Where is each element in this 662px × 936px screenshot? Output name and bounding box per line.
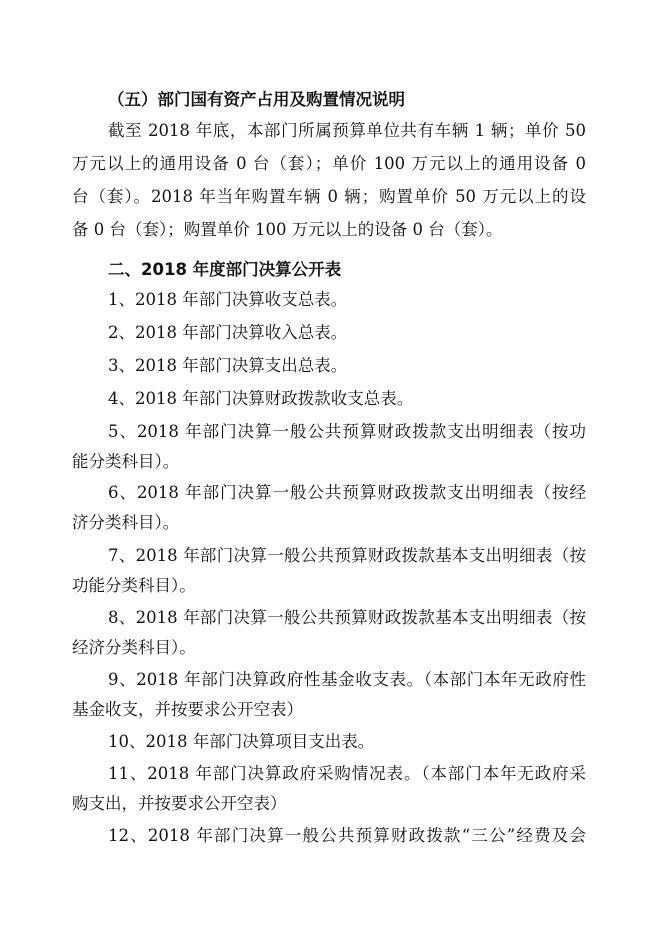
list-item-12-line-1: 12、2018 年部门决算一般公共预算财政拨款“三公”经费及会: [108, 826, 586, 845]
list-item-2: 2、2018 年部门决算收入总表。: [108, 323, 348, 342]
asset-paragraph-line-4: 备 0 台（套）；购置单价 100 万元以上的设备 0 台（套）。: [72, 220, 503, 239]
list-item-9-line-1: 9、2018 年部门决算政府性基金收支表。（本部门本年无政府性: [108, 670, 586, 689]
list-item-4: 4、2018 年部门决算财政拨款收支总表。: [108, 389, 414, 408]
list-item-11-line-2: 购支出，并按要求公开空表）: [72, 794, 287, 813]
list-item-6-line-1: 6、2018 年部门决算一般公共预算财政拨款支出明细表（按经: [108, 483, 586, 502]
list-item-6-line-2: 济分类科目）。: [72, 513, 180, 532]
list-item-7-line-2: 功能分类科目）。: [72, 576, 196, 595]
list-item-3: 3、2018 年部门决算支出总表。: [108, 356, 348, 375]
list-item-9-line-2: 基金收支，并按要求公开空表）: [72, 700, 303, 719]
list-item-11-line-1: 11、2018 年部门决算政府采购情况表。（本部门本年无政府采: [108, 764, 586, 783]
list-item-10: 10、2018 年部门决算项目支出表。: [108, 732, 375, 751]
asset-paragraph-line-2: 万元以上的通用设备 0 台（套）；单价 100 万元以上的通用设备 0: [72, 154, 586, 173]
section-five-heading: （五）部门国有资产占用及购置情况说明: [108, 90, 405, 109]
list-item-5-line-1: 5、2018 年部门决算一般公共预算财政拨款支出明细表（按功: [108, 422, 586, 441]
list-item-8-line-1: 8、2018 年部门决算一般公共预算财政拨款基本支出明细表（按: [108, 608, 586, 627]
section-two-heading: 二、2018 年度部门决算公开表: [108, 260, 342, 279]
asset-paragraph-line-1: 截至 2018 年底，本部门所属预算单位共有车辆 1 辆；单价 50: [108, 121, 586, 140]
list-item-5-line-2: 能分类科目）。: [72, 452, 180, 471]
list-item-7-line-1: 7、2018 年部门决算一般公共预算财政拨款基本支出明细表（按: [108, 546, 586, 565]
list-item-8-line-2: 经济分类科目）。: [72, 638, 196, 657]
list-item-1: 1、2018 年部门决算收支总表。: [108, 290, 348, 309]
asset-paragraph-line-3: 台（套）。2018 年当年购置车辆 0 辆；购置单价 50 万元以上的设: [72, 187, 586, 206]
